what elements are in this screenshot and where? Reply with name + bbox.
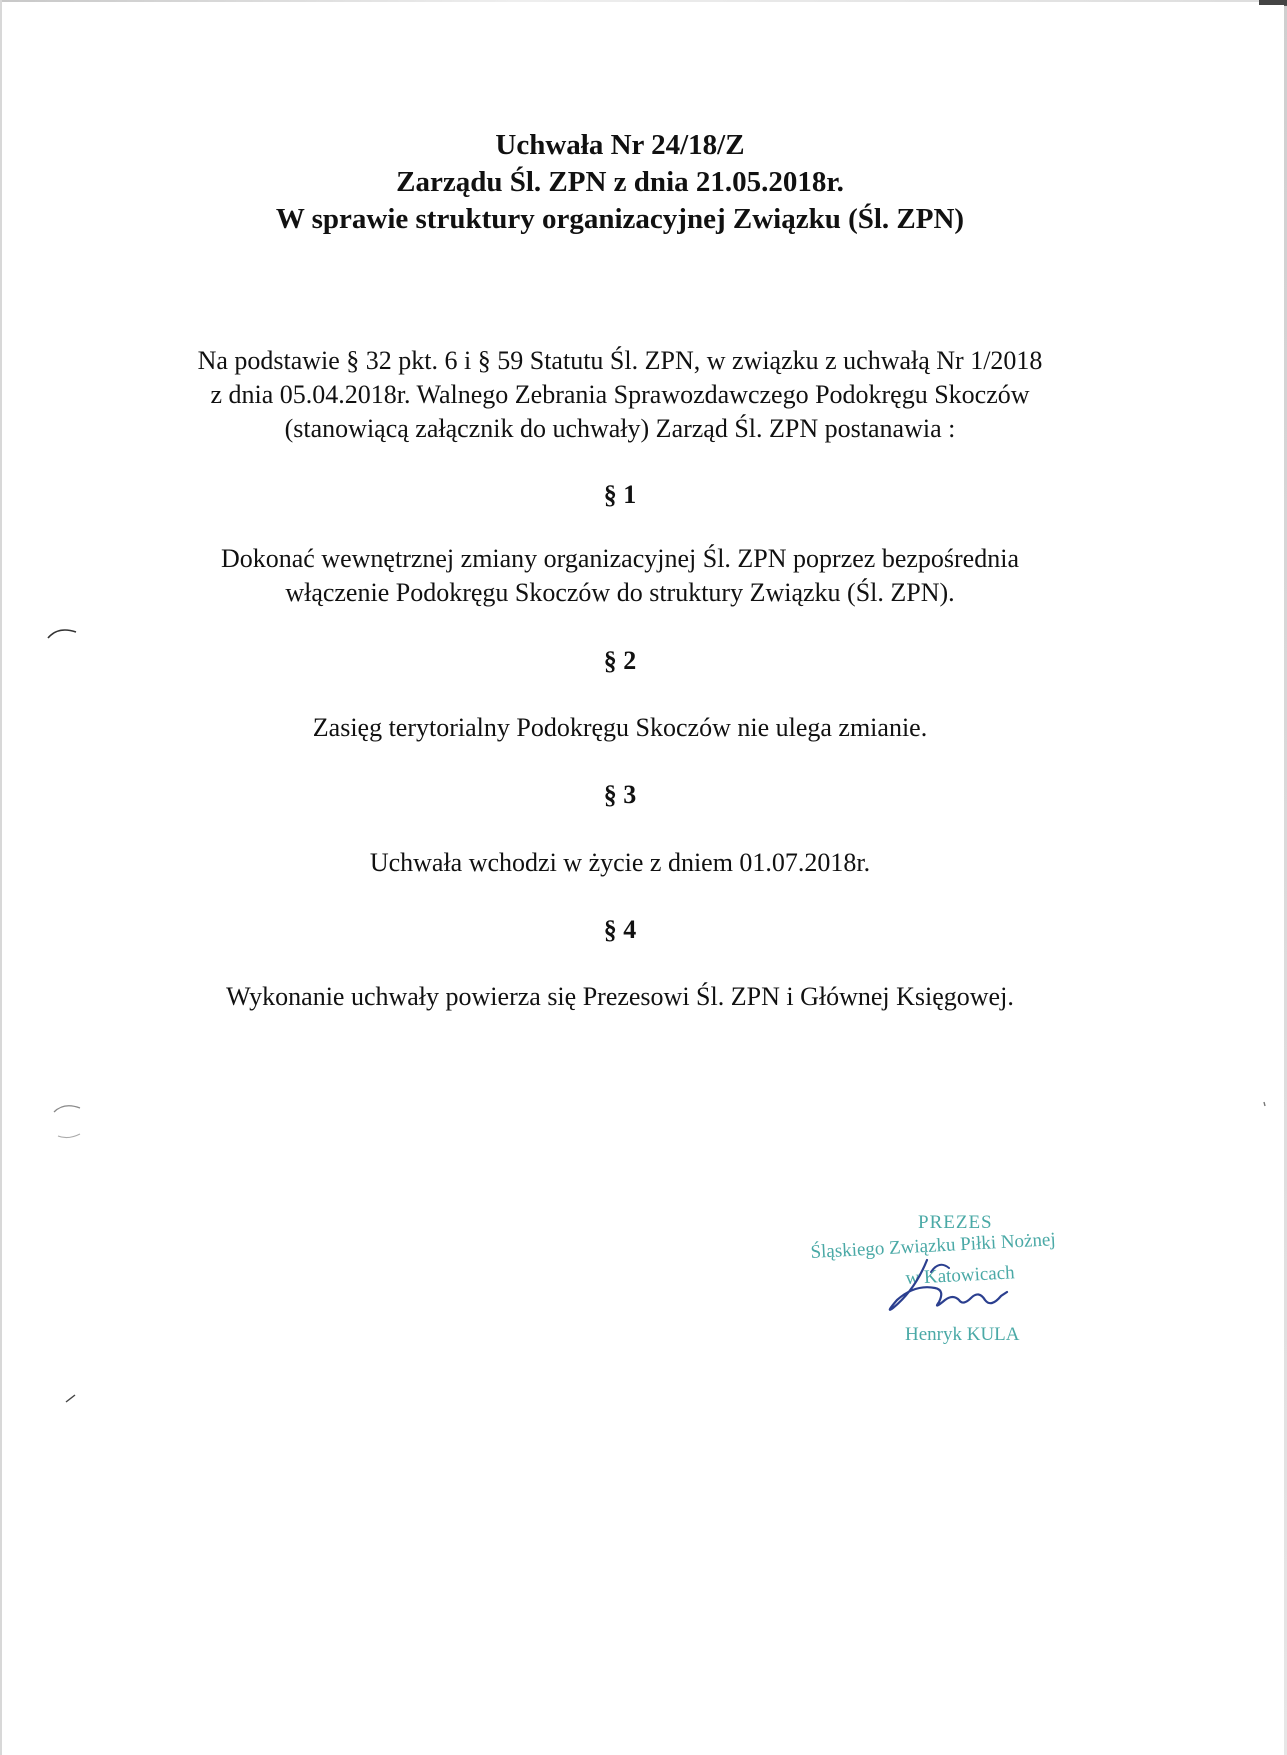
preamble <box>0 344 1240 446</box>
preamble-line: z dnia 05.04.2018r. Walnego Zebrania Sprawozdawczego Podokręgu Skoczów <box>210 380 1030 409</box>
resolution-subject: W sprawie struktury organizacyjnej Związku (Śl. ZPN) <box>275 203 965 235</box>
scan-edge-top <box>0 0 1287 2</box>
scan-corner-mark <box>1259 0 1287 5</box>
preamble-line: Na podstawie § 32 pkt. 6 i § 59 Statutu Śl. ZPN, w związku z uchwałą Nr 1/2018 <box>197 346 1043 375</box>
punch-hole-mark <box>50 1100 84 1144</box>
resolution-board-date: Zarządu Śl. ZPN z dnia 21.05.2018r. <box>396 166 844 198</box>
section-sign-4: § 4 <box>603 915 637 944</box>
section-1-text <box>0 542 1240 610</box>
section-2-text: Zasięg terytorialny Podokręgu Skoczów nie ulega zmianie. <box>312 713 928 742</box>
section-4-text: Wykonanie uchwały powierza się Prezesowi Śl. ZPN i Głównej Księgowej. <box>226 982 1014 1011</box>
section-3-text: Uchwała wchodzi w życie z dniem 01.07.2018r. <box>369 848 871 877</box>
stamp-title: PREZES <box>918 1212 993 1233</box>
preamble-line: (stanowiącą załącznik do uchwały) Zarząd Śl. ZPN postanawia : <box>284 414 956 443</box>
scan-speck <box>1262 1100 1268 1108</box>
section-sign-3: § 3 <box>603 780 637 809</box>
punch-hole-mark <box>44 622 80 642</box>
section-line: Dokonać wewnętrznej zmiany organizacyjnej Śl. ZPN poprzez bezpośrednia <box>220 544 1019 573</box>
stamp-name: Henryk KULA <box>905 1324 1020 1345</box>
resolution-title: Uchwała Nr 24/18/Z <box>495 129 745 161</box>
president-stamp <box>800 1212 1120 1362</box>
section-line: włączenie Podokręgu Skoczów do struktury Związku (Śl. ZPN). <box>285 578 955 607</box>
section-sign-1: § 1 <box>603 480 637 509</box>
handwritten-signature <box>875 1250 1025 1320</box>
section-sign-2: § 2 <box>603 646 637 675</box>
stamp-city: w Katowicach <box>905 1262 1016 1289</box>
scan-speck <box>64 1392 78 1404</box>
stamp-organization: Śląskiego Związku Piłki Nożnej <box>810 1229 1057 1263</box>
